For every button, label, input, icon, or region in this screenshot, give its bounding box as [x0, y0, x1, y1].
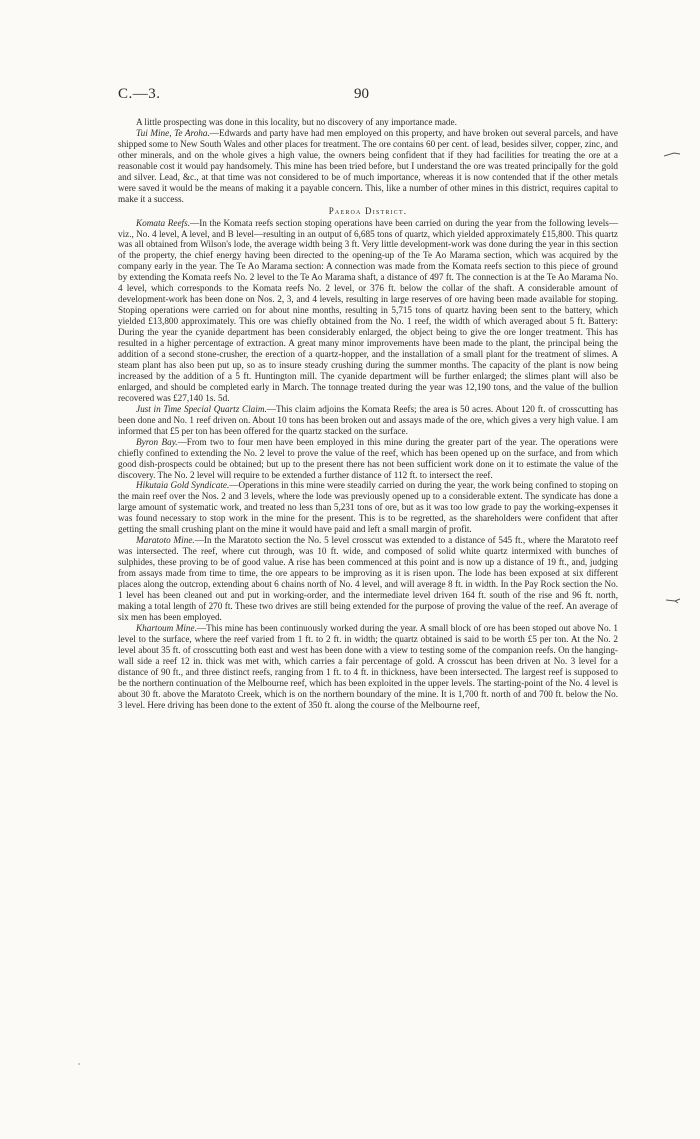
paragraph-title: Byron Bay.	[136, 436, 178, 447]
paragraph-title: Hikutaia Gold Syndicate.	[136, 480, 230, 491]
margin-mark-icon	[666, 598, 682, 604]
just-in-time-paragraph	[118, 404, 618, 437]
paragraph-body: —In the Maratoto section the No. 5 level crosscut was extended to a distance of 545 ft., where the Maratoto reef was intersected. The reef, where cut through, was 10 ft. wide, and composed of solid white quartz intermixed with bunches of sulphides, these proving to be of good value. A rise has been commenced at this point and is now up a distance of 19 ft., and, judging from assays made from time to time, the ore appears to be improving as it is risen upon. The lode has been exposed at six different places along the outcrop, extending about 6 chains north of No. 4 level, and will average 8 ft. in width. In the Pay Rock section the No. 1 level has been cleaned out and put in working-order, and the intermediate level driven 164 ft. south of the rise and 96 ft. north, making a total length of 270 ft. These two drives are still being extended for the purpose of proving the value of the reef. An average of six men has been employed.	[118, 535, 618, 622]
paragraph-title: Khartoum Mine.	[136, 622, 197, 633]
scan-speck	[78, 1063, 80, 1065]
paragraph-body: —In the Komata reefs section stoping operations have been carried on during the year from the following levels—viz., No. 4 level, A level, and B level—resulting in an output of 6,685 tons of quartz, which yielded approximately £15,800. This quartz was all obtained from Wilson's lode, the average width being 3 ft. Very little development-work was done during the year in this section of the property, the chief energy having been directed to the opening-up of the Te Ao Marama section, which was acquired by the company early in the year. The Te Ao Marama section: A connection was made from the Komata reefs section to this piece of ground by extending the Komata reefs No. 2 level to the Te Ao Marama shaft, a distance of 497 ft. The connection is at the Te Ao Marama No. 4 level, which corresponds to the Komata reefs No. 2 level, or 376 ft. below the collar of the shaft. A considerable amount of development-work has been done on Nos. 2, 3, and 4 levels, resulting in large reserves of ore having been made available for stoping. Stoping operations were carried on for about nine months, resulting in 5,715 tons of quartz having been sent to the battery, which yielded £13,800 approximately. This ore was chiefly obtained from the No. 1 reef, the width of which averaged about 5 ft. Battery: During the year the cyanide department has been considerably enlarged, the object being to give the ore longer treatment. This has resulted in a higher percentage of extraction. A great many minor improvements have been made to the plant, the principal being the addition of a second stone-crusher, the erection of a quartz-hopper, and the installation of a small plant for the treatment of slimes. A steam plant has also been put up, so as to insure steady crushing during the summer months. The capacity of the plant is now being increased by the addition of a 5 ft. Huntington mill. The cyanide department will be further enlarged; the slimes plant will also be enlarged, and should be completed early in March. The tonnage treated during the year was 12,190 tons, and the value of the bullion recovered was £27,140 1s. 5d.	[118, 217, 619, 403]
paragraph-body: —Edwards and party have had men employed on this property, and have broken out several parcels, and have shipped some to New South Wales and other places for treatment. The ore contains 60 per cent. of lead, besides silver, copper, zinc, and other minerals, and on the whole gives a high value, the owners being confident that if they had facilities for treating the ore at a reasonable cost it would pay handsomely. This mine has been tried before, but I understand the ore was treated principally for the gold and silver. Lead, &c., at that time was not considered to be of much importance, whereas it is now contended that if the other metals were saved it would be the means of making it a payable concern. This, like a number of other mines in this district, requires capital to make it a success.	[118, 127, 618, 204]
hikutaia-paragraph	[118, 480, 618, 535]
paragraph-body: —From two to four men have been employed in this mine during the greater part of the year. The operations were chiefly confined to extending the No. 2 level to prove the value of the reef, which has been opened up on the surface, and from which good dish-prospects could be obtained; but up to the present there has not been sufficient work done on it to estimate the value of the discovery. The No. 2 level will require to be extended a further distance of 112 ft. to intersect the reef.	[118, 436, 618, 480]
khartoum-paragraph	[118, 623, 618, 711]
paragraph-body: —Operations in this mine were steadily carried on during the year, the work being confined to stoping on the main reef over the Nos. 2 and 3 levels, where the lode was previously opened up to a considerable extent. The syndicate has done a large amount of systematic work, and treated no less than 5,231 tons of ore, but as it was too low grade to pay the working-expenses it was found necessary to stop work in the mine for the present. This is to be regretted, as the shareholders were confident that after getting the small crushing plant on the mine it would have paid and left a small margin of profit.	[118, 480, 618, 535]
paragraph-title: Maratoto Mine.	[136, 535, 195, 546]
document-code: C.—3.	[118, 86, 161, 102]
paragraph-body: —This claim adjoins the Komata Reefs; the area is 50 acres. About 120 ft. of crosscutting has been done and No. 1 reef driven on. About 10 tons has been broken out and assays made of the ore, which gives a very high value. I am informed that £5 per ton has been offered for the quartz stacked on the surface.	[118, 403, 618, 436]
page-number: 90	[354, 86, 369, 102]
page-header	[118, 86, 618, 104]
maratoto-paragraph	[118, 535, 618, 623]
body-text	[118, 117, 618, 710]
tui-mine-paragraph	[118, 128, 618, 205]
paragraph-body: —This mine has been continuously worked during the year. A small block of ore has been stoped out above No. 1 level to the surface, where the reef varied from 1 ft. to 2 ft. in width; the quartz obtained is said to be worth £5 per ton. At the No. 2 level about 35 ft. of crosscutting both east and west has been done with a view to testing some of the companion reefs. On the hanging-wall side a reef 12 in. thick was met with, which carries a fair percentage of gold. A crosscut has been driven at No. 3 level for a distance of 90 ft., and three distinct reefs, ranging from 1 ft. to 4 ft. in thickness, have been intersected. The largest reef is supposed to be the northern continuation of the Melbourne reef, which has been exploited in the upper levels. The starting-point of the No. 4 level is about 30 ft. above the Maratoto Creek, which is on the northern boundary of the mine. It is 1,700 ft. north of and 700 ft. below the No. 3 level. Here driving has been done to the extent of 350 ft. along the course of the Melbourne reef,	[118, 622, 618, 710]
paragraph-title: Komata Reefs.	[136, 217, 190, 228]
byron-bay-paragraph	[118, 437, 618, 481]
paragraph-title: Just in Time Special Quartz Claim.	[136, 403, 267, 414]
section-heading: Paeroa District.	[328, 205, 408, 216]
intro-paragraph: A little prospecting was done in this locality, but no discovery of any importance made.	[136, 117, 457, 127]
paragraph-title: Tui Mine, Te Aroha.	[136, 127, 210, 138]
margin-mark-icon	[664, 152, 680, 158]
komata-reefs-paragraph	[118, 218, 618, 404]
